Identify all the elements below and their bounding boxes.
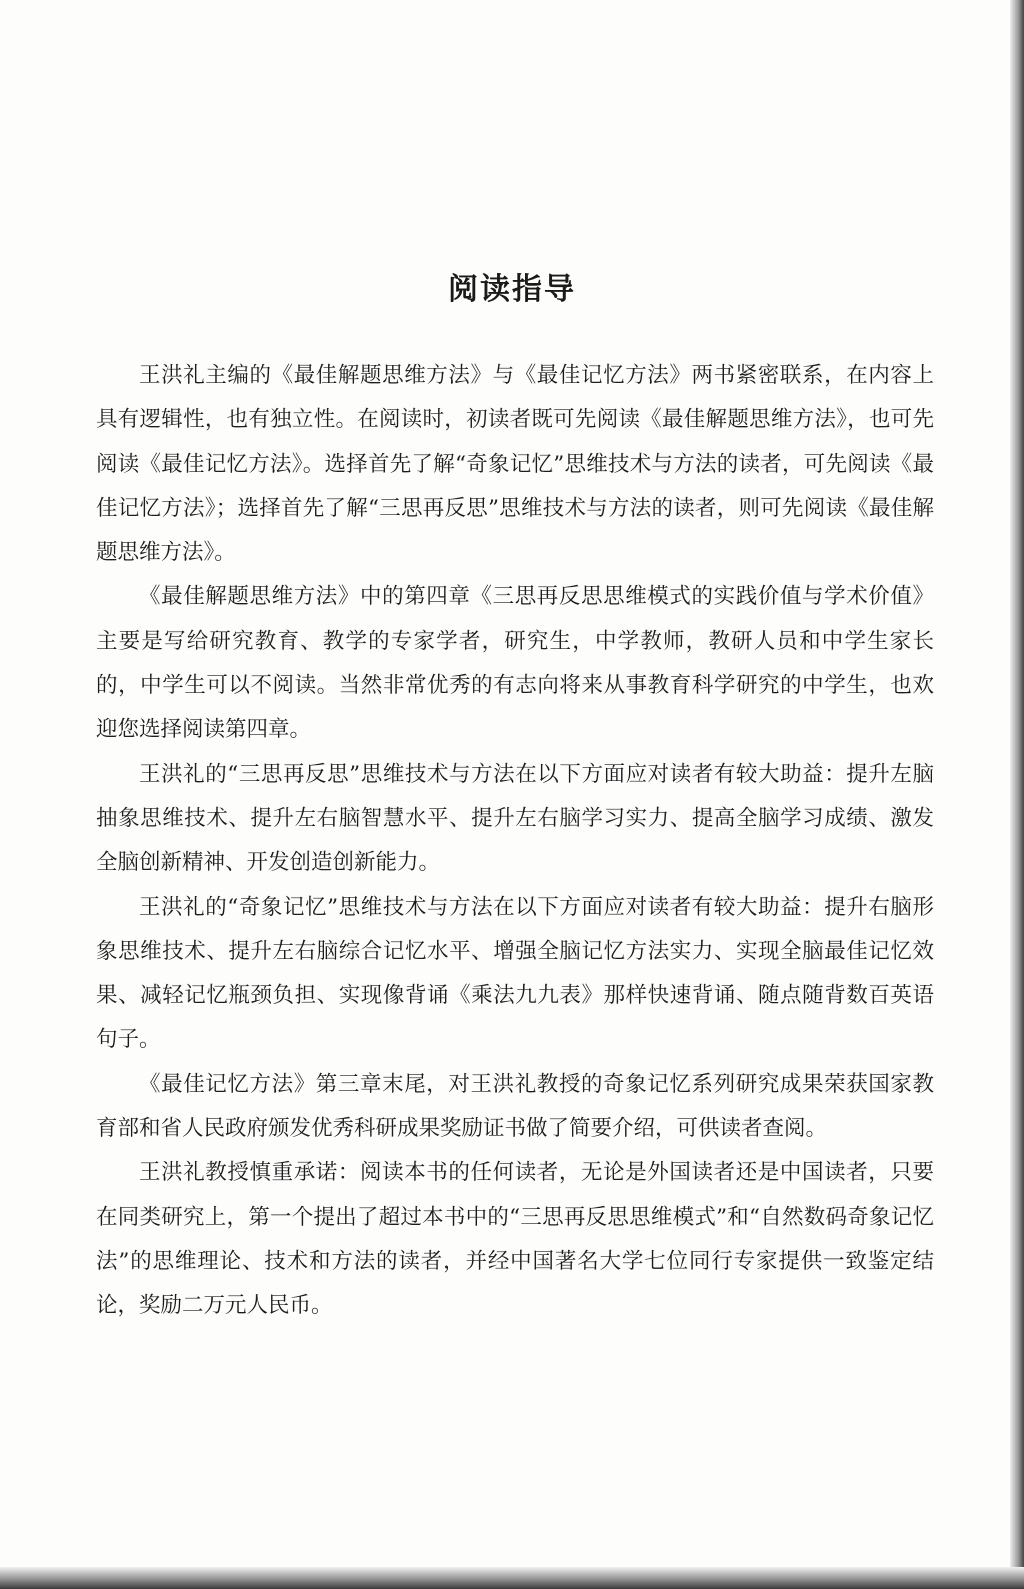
paragraph-5: 《最佳记忆方法》第三章末尾，对王洪礼教授的奇象记忆系列研究成果荣获国家教育部和省人民政府颁发优秀科研成果奖励证书做了简要介绍，可供读者查阅。 xyxy=(96,1071,934,1142)
paragraph-3: 王洪礼的“三思再反思”思维技术与方法在以下方面应对读者有较大助益：提升左脑抽象思维技术、提升左右脑智慧水平、提升左右脑学习实力、提高全脑学习成绩、激发全脑创新精神、开发创造创新能力。 xyxy=(96,761,934,876)
page-title: 阅读指导 xyxy=(448,272,576,308)
page-edge-right xyxy=(1010,0,1024,1589)
body-text xyxy=(96,354,934,1329)
paragraph-6: 王洪礼教授慎重承诺：阅读本书的任何读者，无论是外国读者还是中国读者，只要在同类研究上，第一个提出了超过本书中的“三思再反思思维模式”和“自然数码奇象记忆法”的思维理论、技术和方法的读者，并经中国著名大学七位同行专家提供一致鉴定结论，奖励二万元人民币。 xyxy=(96,1160,934,1319)
paragraph-4: 王洪礼的“奇象记忆”思维技术与方法在以下方面应对读者有较大助益：提升右脑形象思维技术、提升左右脑综合记忆水平、增强全脑记忆方法实力、实现全脑最佳记忆效果、减轻记忆瓶颈负担、实现像背诵《乘法九九表》那样快速背诵、随点随背数百英语句子。 xyxy=(96,894,934,1053)
page-edge-bottom xyxy=(0,1567,1024,1589)
paragraph-2: 《最佳解题思维方法》中的第四章《三思再反思思维模式的实践价值与学术价值》主要是写给研究教育、教学的专家学者，研究生，中学教师，教研人员和中学生家长的，中学生可以不阅读。当然非常优秀的有志向将来从事教育科学研究的中学生，也欢迎您选择阅读第四章。 xyxy=(96,584,934,743)
paragraph-1: 王洪礼主编的《最佳解题思维方法》与《最佳记忆方法》两书紧密联系，在内容上具有逻辑性，也有独立性。在阅读时，初读者既可先阅读《最佳解题思维方法》，也可先阅读《最佳记忆方法》。选择首先了解“奇象记忆”思维技术与方法的读者，可先阅读《最佳记忆方法》；选择首先了解“三思再反思”思维技术与方法的读者，则可先阅读《最佳解题思维方法》。 xyxy=(96,363,934,566)
